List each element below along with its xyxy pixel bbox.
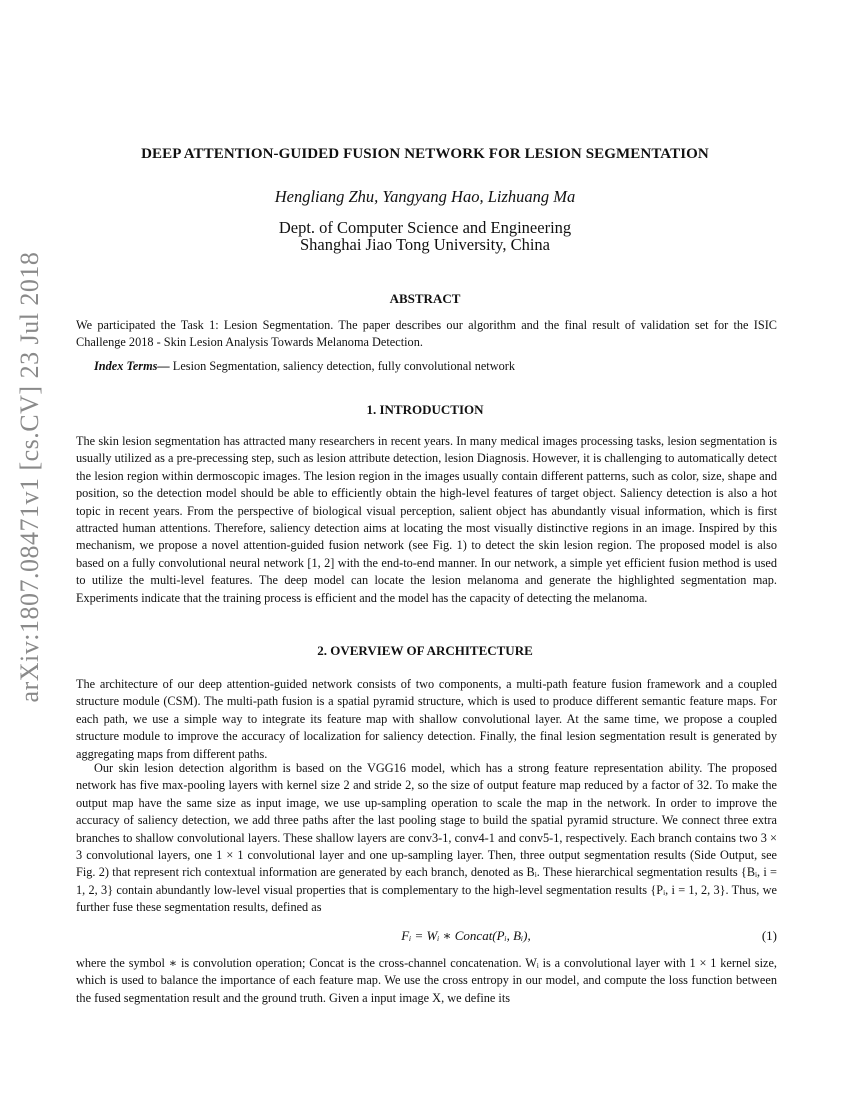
arxiv-watermark: arXiv:1807.08471v1 [cs.CV] 23 Jul 2018	[15, 251, 44, 703]
abstract-text: We participated the Task 1: Lesion Segmentation. The paper describes our algorithm and the final result of validation set for the ISIC Challenge 2018 - Skin Lesion Analysis Towards Melanoma Detection.	[76, 318, 777, 350]
index-terms	[76, 358, 777, 375]
section-2-heading: 2. OVERVIEW OF ARCHITECTURE	[317, 643, 533, 658]
affiliation	[70, 219, 780, 253]
index-terms-label: Index Terms—	[94, 359, 170, 373]
section-2-paragraph-3: where the symbol ∗ is convolution operation; Concat is the cross-channel concatenation. Wᵢ is a convolutional layer with 1 × 1 kernel size, which is used to balance the importance of each feature map. We use the cross entropy in our model, and compute the loss function between the fused segmentation result and the ground truth. Given a input image X, we define its	[76, 956, 777, 1005]
equation-body: Fᵢ = Wᵢ ∗ Concat(Pᵢ, Bᵢ),	[401, 928, 531, 943]
section-1-paragraph: The skin lesion segmentation has attracted many researchers in recent years. In many medical images processing tasks, lesion segmentation is usually utilized as a pre-precessing step, such as lesion attribute detection, lesion Diagnosis. However, it is challenging to automatically detect the lesion region within dermoscopic images. The lesion region in the images usually contain different patterns, such as color, size, shape and position, so the detection model should be able to efficiently obtain the high-level features of target object. Saliency detection is also a hot topic in recent years. From the perspective of biological visual perception, salient object has abundantly visual information, which is first attracted human attentions. Therefore, saliency detection aims at locating the most visually distinctive regions in an image. Inspired by this mechanism, we propose a novel attention-guided fusion network (see Fig. 1) to detect the skin lesion region. The proposed model is also based on a fully convolutional neural network [1, 2] with the end-to-end manner. In our network, a simple yet efficient fusion method is used to utilize the multi-level features. The deep model can locate the lesion melanoma and generate the highlighted segmentation map. Experiments indicate that the training process is efficient and the model has the capacity of detecting the melanoma.	[76, 434, 777, 605]
paper-title: DEEP ATTENTION-GUIDED FUSION NETWORK FOR LESION SEGMENTATION	[141, 146, 709, 162]
equation-1	[76, 928, 777, 948]
section-2-paragraph-1: The architecture of our deep attention-guided network consists of two components, a multi-path feature fusion framework and a coupled structure module (CSM). The multi-path fusion is a spatial pyramid structure, which is used to produce different semantic feature maps. For each path, we use a simple way to integrate its feature map with shallow convolutional layer. At the same time, we propose a coupled structure module to improve the accuracy of localization for saliency detection. Finally, the final lesion segmentation result is generated by aggregating maps from different paths.	[76, 677, 777, 761]
equation-number: (1)	[761, 928, 777, 943]
abstract-heading: ABSTRACT	[389, 291, 461, 306]
section-1-heading: 1. INTRODUCTION	[366, 402, 484, 417]
affiliation-line-2: Shanghai Jiao Tong University, China	[300, 235, 550, 254]
affiliation-line-1: Dept. of Computer Science and Engineering	[278, 218, 572, 237]
section-2-paragraph-2: Our skin lesion detection algorithm is based on the VGG16 model, which has a strong feature representation ability. The proposed network has five max-pooling layers with kernel size 2 and stride 2, so the size of output feature map reduced by a factor of 32. To make the output map have the same size as input image, we use up-sampling operation to scale the map in the network. In order to improve the accuracy of saliency detection, we add three paths after the last pooling stage to build the spatial pyramid structure. We connect three extra branches to shallow convolutional layers. These shallow layers are conv3-1, conv4-1 and conv5-1, respectively. Each branch contains two 3 × 3 convolutional layers, one 1 × 1 convolutional layer and one up-sampling layer. Then, three output segmentation results (Side Output, see Fig. 2) that represent rich contextual information are generated by each branch, denoted as Bᵢ. These hierarchical segmentation results {Bᵢ, i = 1, 2, 3} contain abundantly low-level visual properties that is complementary to the high-level segmentation results {Pᵢ, i = 1, 2, 3}. Thus, we further fuse these segmentation results, defined as	[76, 761, 777, 915]
author-list: Hengliang Zhu, Yangyang Hao, Lizhuang Ma	[274, 187, 576, 206]
index-terms-text: Lesion Segmentation, saliency detection, fully convolutional network	[169, 359, 515, 373]
